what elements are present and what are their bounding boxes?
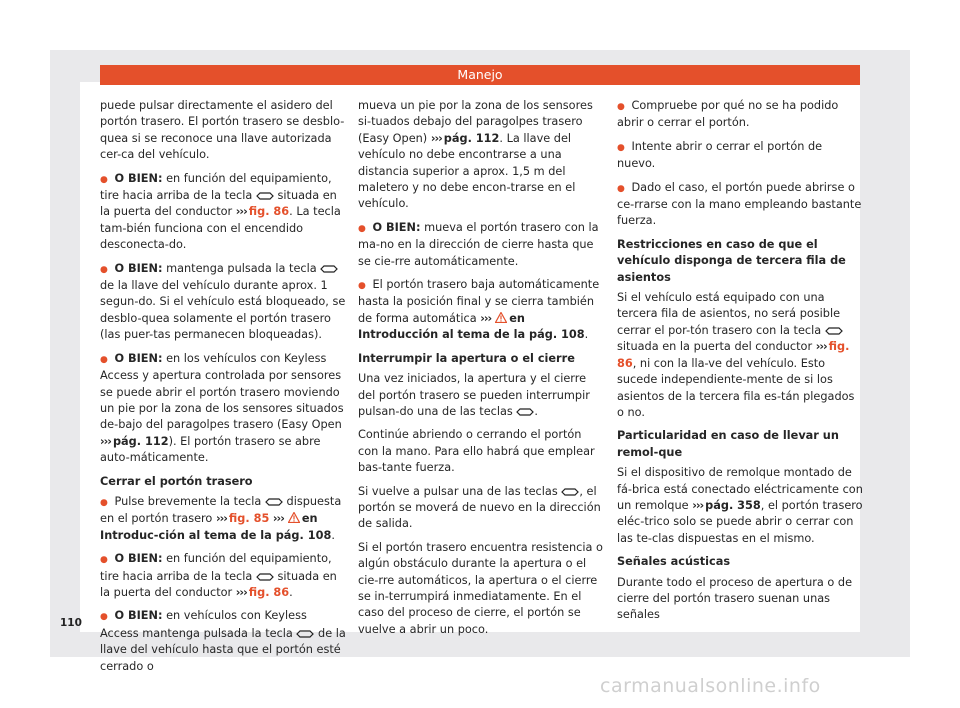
- figure-link[interactable]: fig. 86: [248, 585, 290, 599]
- figure-link[interactable]: fig. 86: [617, 340, 850, 370]
- bullet-icon: ●: [100, 555, 108, 566]
- list-item: ● O BIEN: en los vehículos con Keyless Access y apertura controlada por sensores se puede abrir el portón trasero moviendo un pie por la zona de los sensores situados de-bajo del paragolpes trasero (Easy Open ››› pág. 112). El portón trasero se abre auto-máticamente.: [100, 351, 344, 465]
- paragraph: puede pulsar directamente el asidero del portón trasero. El portón trasero se desblo-quea si se reconoce una llave autorizada cer-ca del vehículo.: [100, 99, 345, 162]
- warning-triangle-icon: [288, 512, 300, 523]
- figure-link[interactable]: fig. 86: [248, 205, 290, 219]
- list-item: ● O BIEN: en vehículos con Keyless Access mantenga pulsada la tecla de la llave del vehículo hasta que el portón esté cerrado o: [100, 609, 346, 673]
- key-button-icon: [256, 192, 274, 200]
- bullet-icon: ●: [100, 264, 108, 275]
- page-link[interactable]: pág. 112: [443, 131, 500, 145]
- page-link[interactable]: pág. 112: [112, 434, 169, 448]
- figure-link[interactable]: fig. 85: [228, 512, 270, 526]
- warning-triangle-icon: [495, 312, 507, 323]
- page-link[interactable]: pág. 358: [705, 498, 761, 512]
- bullet-icon: ●: [358, 223, 366, 234]
- list-item: ● O BIEN: mueva el portón trasero con la ma-no en la dirección de cierre hasta que se cie-rre automáticamente.: [358, 220, 599, 268]
- bullet-icon: ●: [100, 174, 108, 185]
- paragraph: Si el dispositivo de remolque montado de fá-brica está conectado eléctricamente con un remolque ››› pág. 358, el portón trasero eléc-trico solo se puede abrir o cerrar con las te-clas dispuestas en el mismo.: [617, 466, 863, 545]
- paragraph: mueva un pie por la zona de los sensores si-tuados debajo del paragolpes trasero (Easy Open) ››› pág. 112. La llave del vehículo no debe encontrarse a una distancia superior a aprox. 1,5 m del maletero y no debe encon-trarse en el vehículo.: [358, 99, 593, 211]
- bullet-icon: ●: [617, 183, 625, 194]
- watermark: carmanualsonline.info: [600, 675, 821, 697]
- list-item: ● Compruebe por qué no se ha podido abrir o cerrar el portón.: [617, 99, 839, 130]
- list-item: ● Dado el caso, el portón puede abrirse o ce-rrarse con la mano empleando bastante fuerza.: [617, 180, 862, 228]
- column-2: [358, 98, 604, 645]
- section-heading: Particularidad en caso de llevar un remol-que: [617, 429, 839, 459]
- list-item: ● O BIEN: en función del equipamiento, tire hacia arriba de la tecla situada en la puerta del conductor ››› fig. 86.: [100, 552, 337, 599]
- paragraph: Continúe abriendo o cerrando el portón con la mano. Para ello habrá que emplear bas-tante fuerza.: [358, 428, 595, 475]
- column-3: [617, 98, 863, 631]
- list-item: ● O BIEN: mantenga pulsada la tecla de la llave del vehículo durante aprox. 1 segun-do. Si el vehículo está bloqueado, se desblo-quea solamente el portón trasero (las puer-tas permanecen bloqueadas).: [100, 261, 346, 342]
- bullet-icon: ●: [358, 281, 366, 292]
- key-button-icon: [825, 327, 843, 335]
- bullet-icon: ●: [100, 612, 108, 623]
- key-button-icon: [320, 265, 338, 273]
- key-button-icon: [265, 498, 283, 506]
- column-1: [100, 98, 346, 682]
- section-header: Manejo: [100, 65, 860, 85]
- page-number: 110: [60, 617, 82, 629]
- key-button-icon: [516, 408, 534, 416]
- list-item: ● Intente abrir o cerrar el portón de nuevo.: [617, 139, 823, 171]
- page-link[interactable]: en Introduc-ción al tema de la pág. 108: [100, 512, 332, 542]
- bullet-icon: ●: [617, 102, 625, 112]
- section-heading: Restricciones en caso de que el vehículo disponga de tercera fila de asientos: [617, 237, 846, 284]
- section-heading: Interrumpir la apertura o el cierre: [358, 351, 575, 365]
- section-heading: Señales acústicas: [617, 555, 731, 569]
- list-item: ● Pulse brevemente la tecla dispuesta en el portón trasero ››› fig. 85 ››› en Introduc-ción al tema de la pág. 108.: [100, 494, 342, 542]
- list-item: ● O BIEN: en función del equipamiento, tire hacia arriba de la tecla situada en la puerta del conductor ››› fig. 86. La tecla tam-bién funciona con el encendido desconecta-do.: [100, 171, 341, 252]
- list-item: ● El portón trasero baja automáticamente hasta la posición final y se cierra también de forma automática ››› en Introducción al tema de la pág. 108.: [358, 278, 600, 342]
- paragraph: Si el portón trasero encuentra resistencia o algún obstáculo durante la apertura o el cie-rre automáticos, la apertura o el cierre se in-terrumpirá inmediatamente. En el caso del proceso de cierre, el portón se vuelve a abrir un poco.: [358, 540, 603, 636]
- paragraph: Durante todo el proceso de apertura o de cierre del portón trasero suenan unas señales: [617, 575, 853, 622]
- paragraph: Si vuelve a pulsar una de las teclas , el portón se moverá de nuevo en la dirección de salida.: [358, 484, 601, 531]
- paragraph: Una vez iniciados, la apertura y el cierre del portón trasero se pueden interrumpir pulsan-do una de las teclas .: [358, 372, 590, 418]
- key-button-icon: [256, 573, 274, 581]
- key-button-icon: [561, 488, 579, 496]
- key-button-icon: [296, 630, 314, 638]
- bullet-icon: ●: [617, 142, 625, 153]
- section-heading: Cerrar el portón trasero: [100, 474, 253, 488]
- page-link[interactable]: en Introducción al tema de la pág. 108: [358, 311, 585, 342]
- bullet-icon: ●: [100, 497, 108, 508]
- bullet-icon: ●: [100, 354, 108, 365]
- paragraph: Si el vehículo está equipado con una tercera fila de asientos, no será posible cerrar el por-tón trasero con la tecla situada en la puerta del conductor ››› fig. 86, ni con la lla-ve del vehículo. Esto sucede independiente-mente de si los asientos de la tercera fila es-tán plegados o no.: [617, 291, 855, 419]
